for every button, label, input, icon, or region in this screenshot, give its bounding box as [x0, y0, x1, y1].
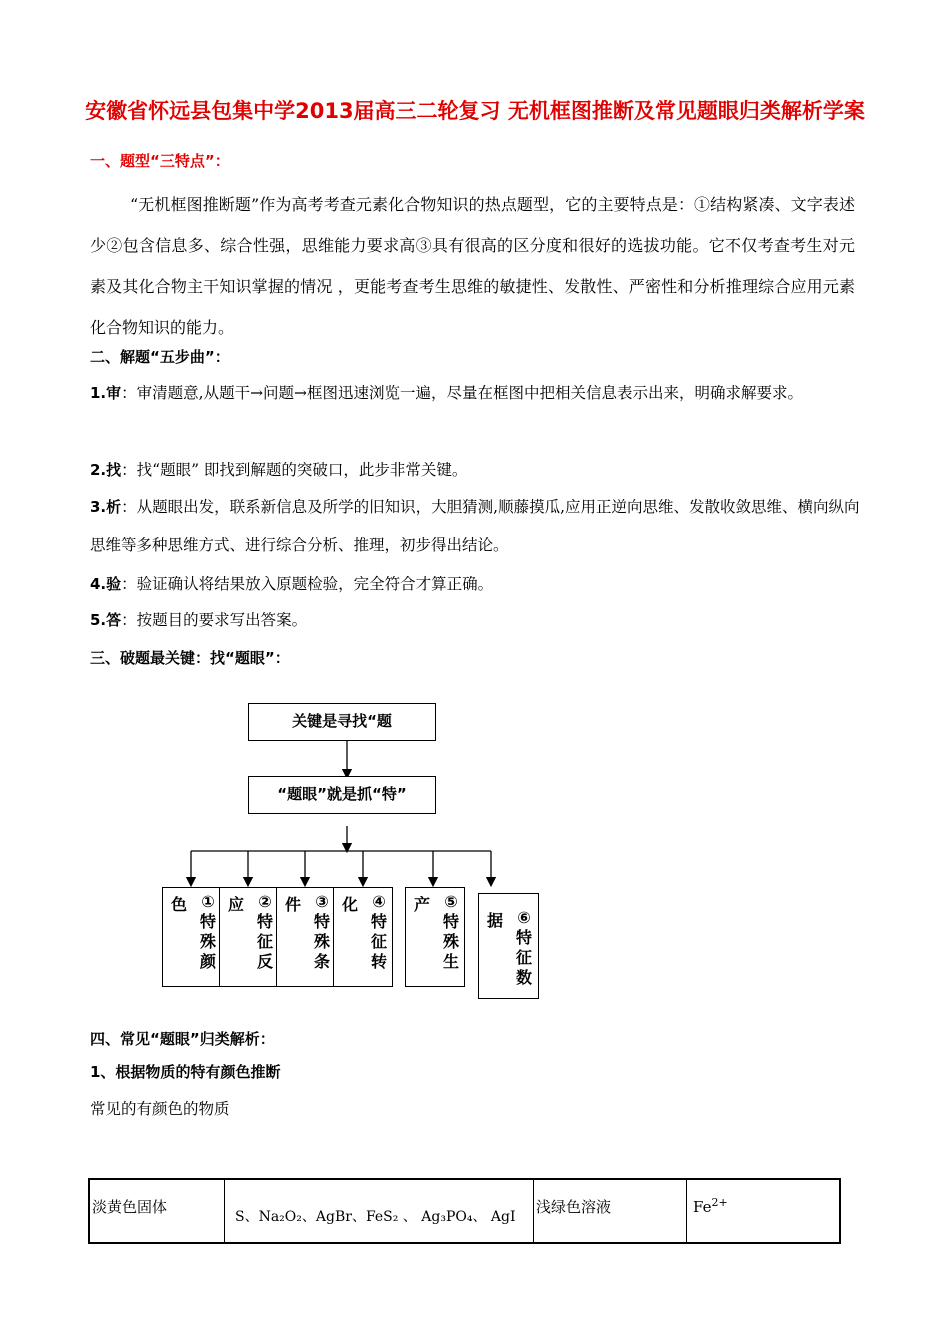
section1-heading: 一、题型“三特点”：	[90, 152, 230, 170]
category-4-right: ④特征转	[370, 892, 387, 971]
diagram-top-box: 关键是寻找“题	[248, 703, 436, 741]
step-4-label: 4.验	[90, 575, 122, 593]
diagram-middle-box: “题眼”就是抓“特”	[248, 776, 436, 814]
table-cell-substances: S、Na₂O₂、AgBr、FeS₂ 、 Ag₃PO₄、 AgI	[225, 1179, 534, 1243]
category-box-3	[276, 887, 335, 987]
table-cell-substance-color: 淡黄色固体	[89, 1179, 225, 1243]
category-6-left: 据	[487, 911, 504, 930]
category-6-right: ⑥特征数	[515, 908, 532, 987]
table-cell-ion	[687, 1179, 841, 1243]
step-5-text: ：按题目的要求写出答案。	[121, 611, 308, 629]
category-2-left: 应	[228, 895, 245, 914]
step-3-label: 3.析	[90, 498, 122, 516]
category-3-left: 件	[285, 895, 302, 914]
page-title: 安徽省怀远县包集中学2013届高三二轮复习 无机框图推断及常见题眼归类解析学案	[85, 99, 865, 123]
section4-heading: 四、常见“题眼”归类解析：	[90, 1030, 275, 1048]
category-5-right: ⑤特殊生	[442, 892, 459, 971]
step-2-label: 2.找	[90, 461, 122, 479]
step-2-text: ：找“题眼” 即找到解题的突破口，此步非常关键。	[121, 461, 468, 479]
ion-charge: 2+	[711, 1196, 728, 1209]
ion-base: Fe	[693, 1198, 712, 1216]
step-1-label: 1.审	[90, 384, 122, 402]
table-cell-solution-color: 浅绿色溶液	[534, 1179, 687, 1243]
step-1-text: ：审清题意,从题干→问题→框图迅速浏览一遍，尽量在框图中把相关信息表示出来，明确求解要求。	[121, 384, 804, 402]
section4-subheading: 1、根据物质的特有颜色推断	[90, 1063, 281, 1081]
category-box-2	[219, 887, 278, 987]
color-substances-table	[88, 1178, 841, 1244]
category-4-left: 化	[342, 895, 359, 914]
category-box-5	[405, 887, 465, 987]
table-row	[89, 1179, 840, 1243]
step-4-text: ：验证确认将结果放入原题检验，完全符合才算正确。	[121, 575, 494, 593]
section1-paragraph: “无机框图推断题”作为高考考查元素化合物知识的热点题型，它的主要特点是：①结构紧凑、文字表述少②包含信息多、综合性强，思维能力要求高③具有很高的区分度和很好的选拔功能。它不仅考查考生对元素及其化合物主干知识掌握的情况 ，更能考查考生思维的敏捷性、发散性、严密性和分析推理综合应用元素化合物知识的能力。	[90, 195, 855, 337]
section2-heading: 二、解题“五步曲”：	[90, 348, 230, 366]
category-5-left: 产	[414, 895, 431, 914]
category-box-6	[478, 893, 539, 999]
category-1-right: ①特殊颜	[199, 892, 216, 971]
step-3-text: ：从题眼出发，联系新信息及所学的旧知识，大胆猜测,顺藤摸瓜,应用正逆向思维、发散收敛思维、横向纵向思维等多种思维方式、进行综合分析、推理，初步得出结论。	[90, 498, 860, 554]
category-box-1	[162, 887, 221, 987]
section4-intro: 常见的有颜色的物质	[90, 1100, 230, 1118]
category-2-right: ②特征反	[256, 892, 273, 971]
category-1-left: 色	[171, 895, 188, 914]
section3-heading: 三、破题最关键：找“题眼”：	[90, 649, 290, 667]
step-5-label: 5.答	[90, 611, 122, 629]
category-3-right: ③特殊条	[313, 892, 330, 971]
category-box-4	[333, 887, 393, 987]
